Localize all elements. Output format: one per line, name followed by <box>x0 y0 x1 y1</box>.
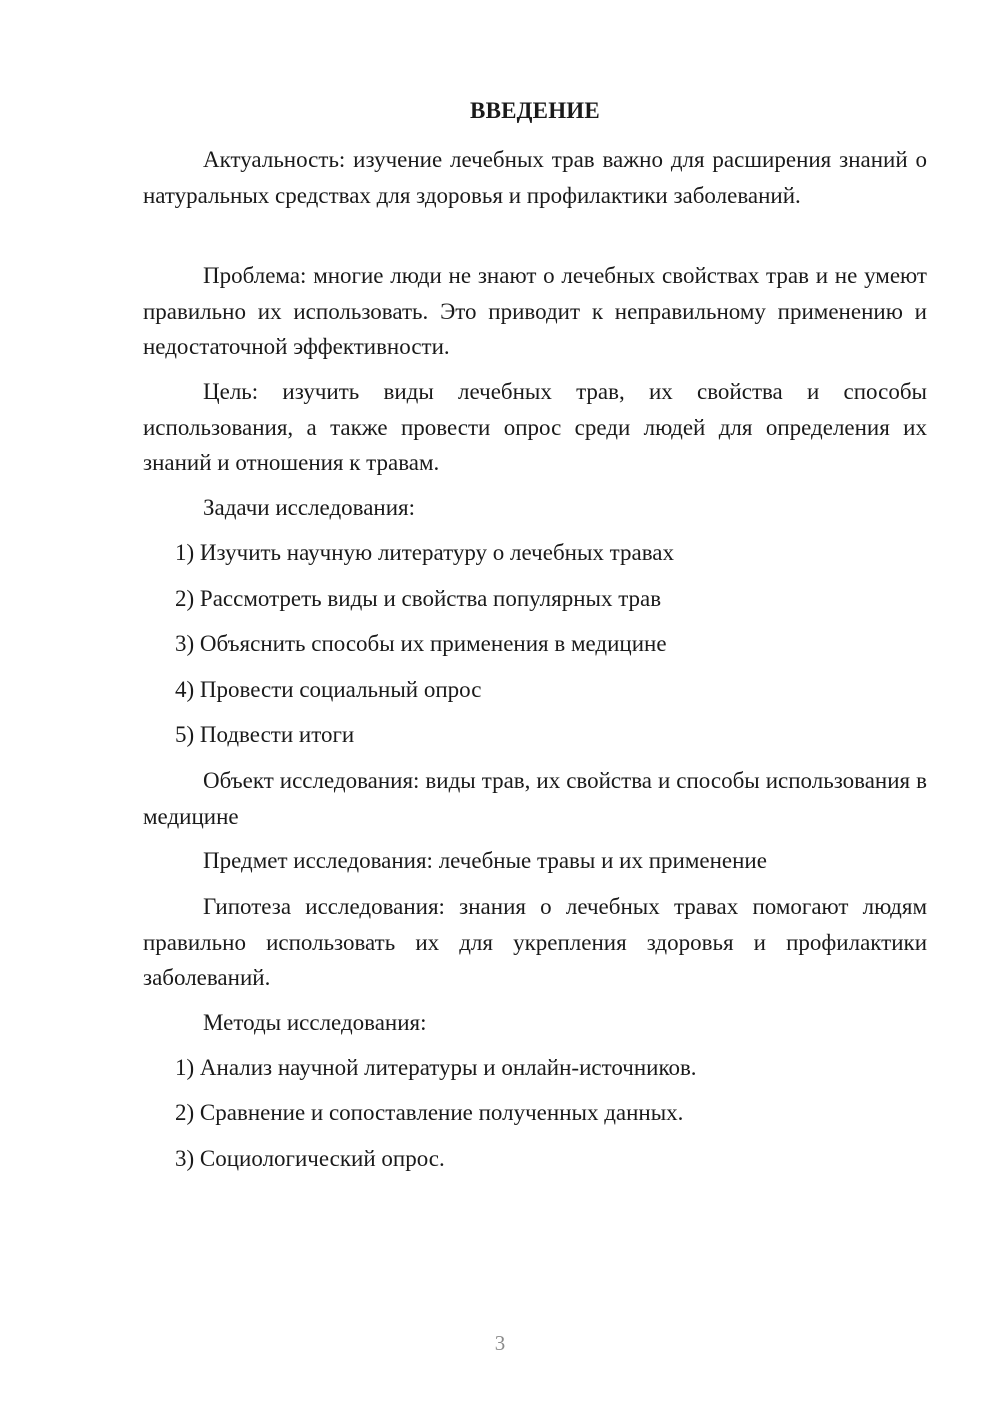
methods-heading: Методы исследования: <box>203 1010 427 1035</box>
subject-paragraph: Предмет исследования: лечебные травы и их применение <box>203 848 767 873</box>
page-title: ВВЕДЕНИЕ <box>470 98 600 123</box>
method-item: 1) Анализ научной литературы и онлайн-источников. <box>175 1055 697 1080</box>
goal-paragraph: Цель: изучить виды лечебных трав, их свойства и способы использования, а также провести опрос среди людей для определения их знаний и отношения к травам. <box>143 379 927 475</box>
tasks-heading: Задачи исследования: <box>203 495 416 520</box>
page-number: 3 <box>494 1331 506 1355</box>
task-item: 3) Объяснить способы их применения в медицине <box>175 631 667 656</box>
task-item: 4) Провести социальный опрос <box>175 677 482 702</box>
relevance-paragraph: Актуальность: изучение лечебных трав важно для расширения знаний о натуральных средствах для здоровья и профилактики заболеваний. <box>143 147 927 208</box>
method-item: 3) Социологический опрос. <box>175 1146 445 1171</box>
hypothesis-paragraph: Гипотеза исследования: знания о лечебных травах помогают людям правильно использовать их для укрепления здоровья и профилактики заболеваний. <box>143 894 927 990</box>
method-item: 2) Сравнение и сопоставление полученных данных. <box>175 1100 684 1125</box>
task-item: 5) Подвести итоги <box>175 722 355 747</box>
problem-paragraph: Проблема: многие люди не знают о лечебных свойствах трав и не умеют правильно их использовать. Это приводит к неправильному применению и недостаточной эффективности. <box>143 263 927 359</box>
document-page <box>143 0 927 1414</box>
task-item: 2) Рассмотреть виды и свойства популярных трав <box>175 586 662 611</box>
task-item: 1) Изучить научную литературу о лечебных травах <box>175 540 674 565</box>
object-paragraph: Объект исследования: виды трав, их свойства и способы использования в медицине <box>143 768 927 829</box>
